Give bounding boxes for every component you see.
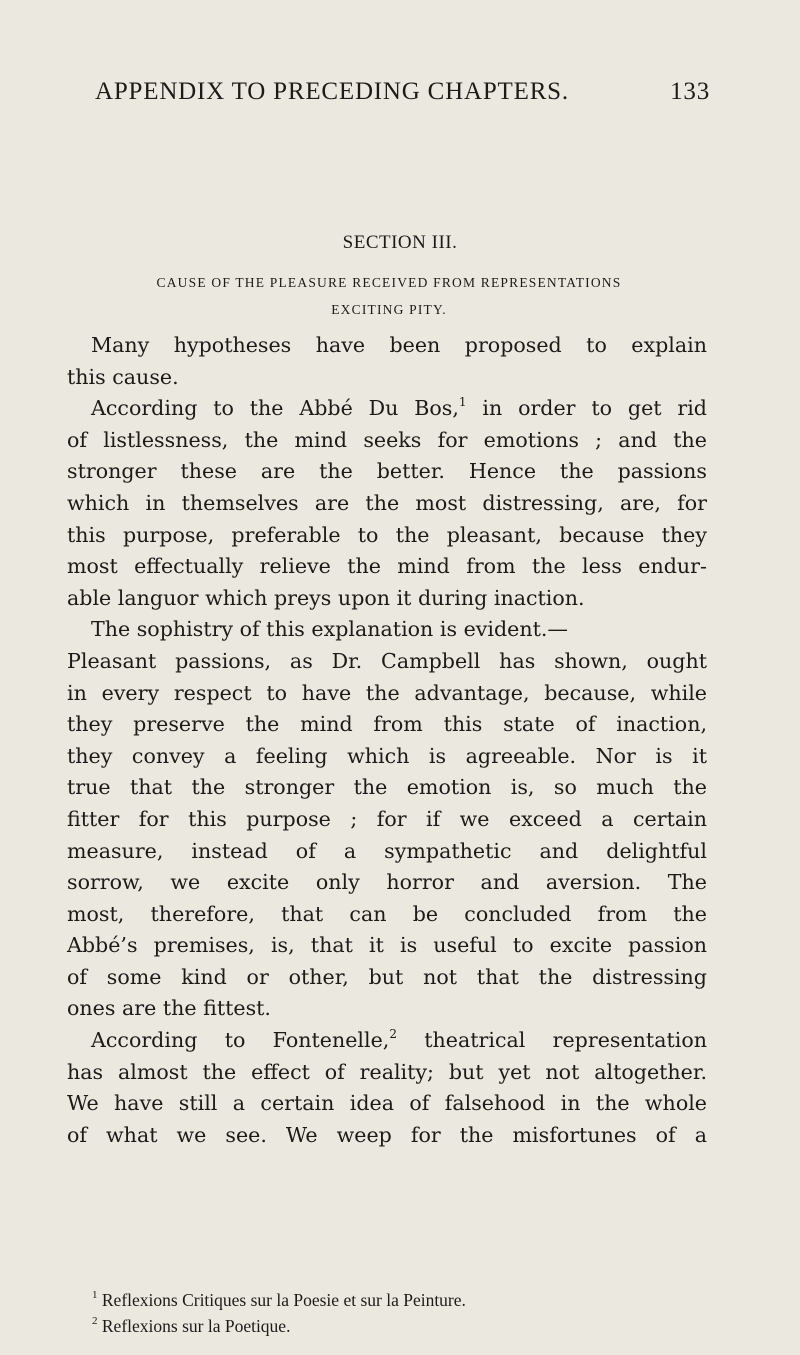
text-line: most, therefore, that can be concluded from the <box>67 901 707 926</box>
text-fragment: theatrical representation <box>424 1028 707 1053</box>
footnote <box>92 1287 692 1313</box>
text-line: which in themselves are the most distressing, are, for <box>67 490 707 515</box>
footnote-ref: 2 <box>389 1027 397 1042</box>
section-title: SECTION III. <box>342 232 458 253</box>
text-line: they preserve the mind from this state of inaction, <box>67 712 707 737</box>
text-line: Many hypotheses have been proposed to explain <box>91 333 707 357</box>
text-line: this purpose, preferable to the pleasant, because they <box>67 522 707 547</box>
text-line: We have still a certain idea of falsehood in the whole <box>67 1091 707 1116</box>
footnote-text: Reflexions Critiques sur la Poesie et sur la Peinture. <box>101 1290 466 1310</box>
body-text <box>67 330 707 1151</box>
subtitle-line: CAUSE OF THE PLEASURE RECEIVED FROM REPRESENTATIONS <box>156 275 622 290</box>
running-head <box>95 78 710 106</box>
text-line: sorrow, we excite only horror and aversion. The <box>67 870 707 895</box>
footnote-ref: 1 <box>458 395 467 410</box>
text-line: The sophistry of this explanation is evident.— <box>91 617 569 642</box>
text-line: true that the stronger the emotion is, so much the <box>67 775 707 800</box>
text-line <box>67 1025 707 1057</box>
text-line <box>67 393 707 425</box>
text-line: has almost the effect of reality; but yet not altogether. <box>67 1059 707 1084</box>
text-line: most effectually relieve the mind from the less endur- <box>67 554 707 579</box>
text-line: this cause. <box>67 364 179 389</box>
footnote-marker: 2 <box>92 1315 98 1328</box>
footnote <box>92 1313 692 1339</box>
running-title: APPENDIX TO PRECEDING CHAPTERS. <box>95 78 569 105</box>
text-line: Abbé’s premises, is, that it is useful to excite passion <box>67 933 707 958</box>
text-line: of listlessness, the mind seeks for emotions ; and the <box>67 427 707 452</box>
text-line: of some kind or other, but not that the distressing <box>67 964 707 989</box>
text-line: fitter for this purpose ; for if we exceed a certain <box>67 806 707 831</box>
subtitle-line: EXCITING PITY. <box>331 302 447 317</box>
footnote-text: Reflexions sur la Poetique. <box>101 1316 291 1336</box>
text-line: ones are the fittest. <box>67 996 271 1021</box>
text-fragment: According to the Abbé Du Bos, <box>91 396 459 421</box>
text-line: Pleasant passions, as Dr. Campbell has shown, ought <box>67 648 707 673</box>
footnotes <box>92 1287 692 1339</box>
text-line: able languor which preys upon it during inaction. <box>67 585 585 610</box>
text-fragment: in order to get rid <box>482 396 707 421</box>
text-line: in every respect to have the advantage, because, while <box>67 680 707 705</box>
page-number: 133 <box>670 78 710 105</box>
text-line: stronger these are the better. Hence the passions <box>67 459 707 484</box>
section-subtitle <box>84 269 694 323</box>
text-line: of what we see. We weep for the misfortunes of a <box>67 1122 707 1147</box>
text-fragment: According to Fontenelle, <box>91 1028 390 1053</box>
footnote-marker: 1 <box>92 1289 98 1302</box>
text-line: they convey a feeling which is agreeable. Nor is it <box>67 743 707 768</box>
text-line: measure, instead of a sympathetic and delightful <box>67 838 707 863</box>
